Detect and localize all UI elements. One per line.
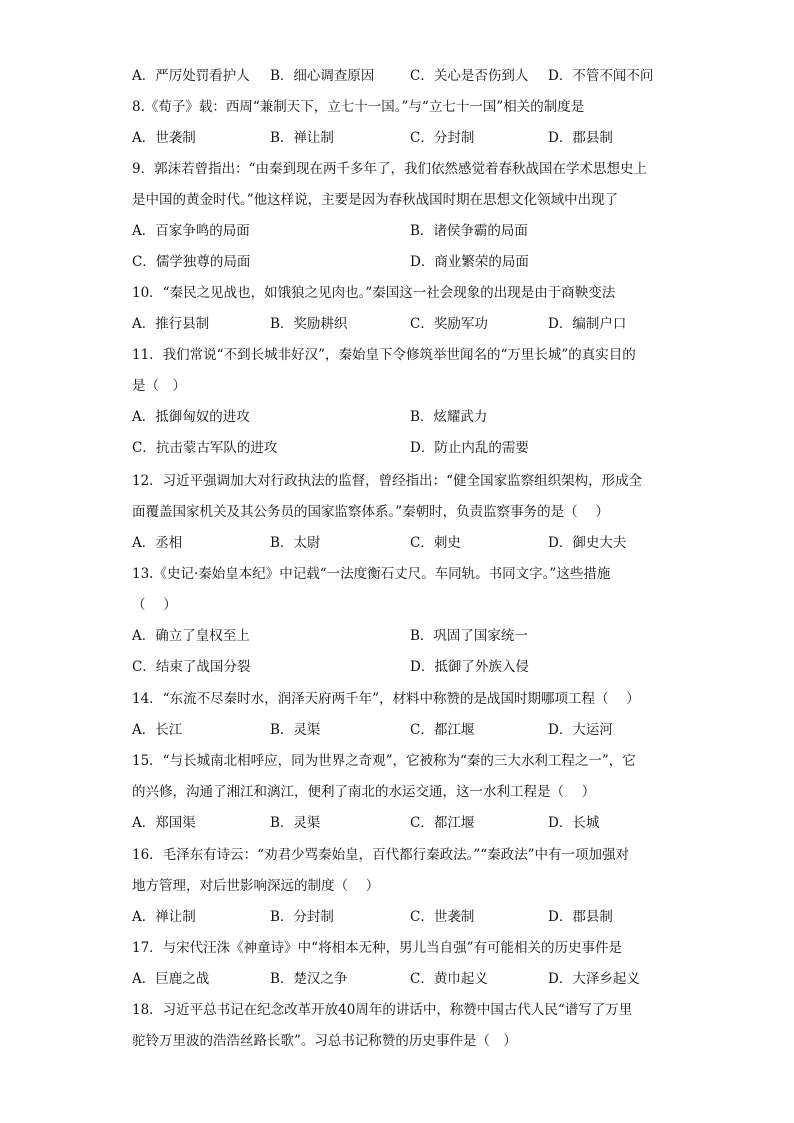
q7-option-d: D．不管不闻不问	[548, 68, 654, 84]
q14-options	[132, 720, 662, 740]
q11-option-c: C．抗击蒙古军队的进攻	[132, 440, 278, 456]
q13-option-d: D．抵御了外族入侵	[410, 659, 529, 675]
q14-option-d: D．大运河	[548, 722, 613, 738]
q15-option-c: C．都江堰	[410, 815, 475, 831]
q16-stem-line-2: 地方管理，对后世影响深远的制度（ ）	[132, 878, 380, 894]
q12-option-c: C．刺史	[410, 535, 461, 551]
q12-stem-line-1: 12．习近平强调加大对行政执法的监督，曾经指出：“健全国家监察组织架构，形成全	[132, 473, 643, 489]
q14-option-c: C．都江堰	[410, 722, 475, 738]
q16-options	[132, 907, 662, 927]
q17-options	[132, 969, 662, 989]
q8-stem: 8.《荀子》载：西周“兼制天下，立七十一国。”与“立七十一国”相关的制度是	[132, 99, 585, 115]
q9-options-row-1	[132, 221, 662, 241]
q10-options	[132, 314, 662, 334]
q11-options-row-2	[132, 438, 662, 458]
q17-option-c: C．黄巾起义	[410, 971, 488, 987]
q13-option-c: C．结束了战国分裂	[132, 659, 251, 675]
q10-option-c: C．奖励军功	[410, 316, 488, 332]
q12-option-b: B．太尉	[270, 535, 321, 551]
q14-option-b: B．灵渠	[270, 722, 321, 738]
q15-option-a: A．郑国渠	[132, 815, 196, 831]
q9-option-c: C．儒学独尊的局面	[132, 254, 251, 270]
q8-option-c: C．分封制	[410, 130, 475, 146]
q10-option-b: B．奖励耕织	[270, 316, 348, 332]
q15-option-b: B．灵渠	[270, 815, 321, 831]
q8-option-a: A．世袭制	[132, 130, 196, 146]
q9-stem-line-2: 是中国的黄金时代。”他这样说，主要是因为春秋战国时期在思想文化领域中出现了	[132, 192, 619, 208]
q9-option-a: A．百家争鸣的局面	[132, 223, 250, 239]
q11-option-d: D．防止内乱的需要	[410, 440, 529, 456]
q17-option-a: A．巨鹿之战	[132, 971, 210, 987]
q16-option-c: C．世袭制	[410, 909, 475, 925]
q15-option-d: D．长城	[548, 815, 600, 831]
q14-option-a: A．长江	[132, 722, 183, 738]
q11-options-row-1	[132, 407, 662, 427]
q8-option-d: D．郡县制	[548, 130, 613, 146]
q13-stem-line-1: 13.《史记·秦始皇本纪》中记载“一法度衡石丈尺。车同轨。书同文字。”这些措施	[132, 566, 611, 582]
q14-stem: 14．“东流不尽秦时水，润泽天府两千年”，材料中称赞的是战国时期哪项工程（ ）	[132, 691, 640, 707]
q7-option-c: C．关心是否伤到人	[410, 68, 529, 84]
q11-option-a: A．抵御匈奴的进攻	[132, 409, 250, 425]
q16-stem-line-1: 16．毛泽东有诗云：“劝君少骂秦始皇，百代都行秦政法。”“秦政法”中有一项加强对	[132, 847, 630, 863]
q15-options	[132, 813, 662, 833]
q15-stem-line-1: 15．“与长城南北相呼应，同为世界之奇观”，它被称为“秦的三大水利工程之一”，它	[132, 753, 636, 769]
q9-option-b: B．诸侯争霸的局面	[410, 223, 528, 239]
q17-option-d: D．大泽乡起义	[548, 971, 640, 987]
q10-option-d: D．编制户口	[548, 316, 627, 332]
q10-stem: 10．“秦民之见战也，如饿狼之见肉也。”秦国这一社会现象的出现是由于商鞅变法	[132, 285, 616, 301]
q12-option-d: D．御史大夫	[548, 535, 627, 551]
q16-option-b: B．分封制	[270, 909, 334, 925]
q13-option-a: A．确立了皇权至上	[132, 628, 250, 644]
q11-option-b: B．炫耀武力	[410, 409, 488, 425]
q8-option-b: B．禅让制	[270, 130, 334, 146]
q12-option-a: A．丞相	[132, 535, 183, 551]
q17-stem: 17．与宋代汪洙《神童诗》中“将相本无种，男儿当自强”有可能相关的历史事件是	[132, 940, 622, 956]
q9-options-row-2	[132, 252, 662, 272]
q13-stem-line-2: （ ）	[132, 597, 177, 613]
q16-option-d: D．郡县制	[548, 909, 613, 925]
q13-options-row-1	[132, 626, 662, 646]
q7-option-a: A．严厉处罚看护人	[132, 68, 250, 84]
q9-stem-line-1: 9．郭沫若曾指出：“由秦到现在两千多年了，我们依然感觉着春秋战国在学术思想史上	[132, 161, 647, 177]
q13-option-b: B．巩固了国家统一	[410, 628, 528, 644]
q7-option-b: B．细心调查原因	[270, 68, 375, 84]
q18-stem-line-1: 18．习近平总书记在纪念改革开放40周年的讲话中，称赞中国古代人民“谱写了万里	[132, 1002, 633, 1018]
q10-option-a: A．推行县制	[132, 316, 210, 332]
q18-stem-line-2: 驼铃万里波的浩浩丝路长歌”。习总书记称赞的历史事件是（ ）	[132, 1033, 517, 1049]
q17-option-b: B．楚汉之争	[270, 971, 348, 987]
q16-option-a: A．禅让制	[132, 909, 196, 925]
q7-options	[132, 66, 662, 86]
q12-stem-line-2: 面覆盖国家机关及其公务员的国家监察体系。”秦朝时，负责监察事务的是（ ）	[132, 504, 609, 520]
q13-options-row-2	[132, 657, 662, 677]
q12-options	[132, 533, 662, 553]
q11-stem-line-1: 11．我们常说“不到长城非好汉”，秦始皇下令修筑举世闻名的“万里长城”的真实目的	[132, 347, 636, 363]
q9-option-d: D．商业繁荣的局面	[410, 254, 529, 270]
q11-stem-line-2: 是（ ）	[132, 378, 186, 394]
q8-options	[132, 128, 662, 148]
q15-stem-line-2: 的兴修，沟通了湘江和漓江，便利了南北的水运交通，这一水利工程是（ ）	[132, 784, 596, 800]
